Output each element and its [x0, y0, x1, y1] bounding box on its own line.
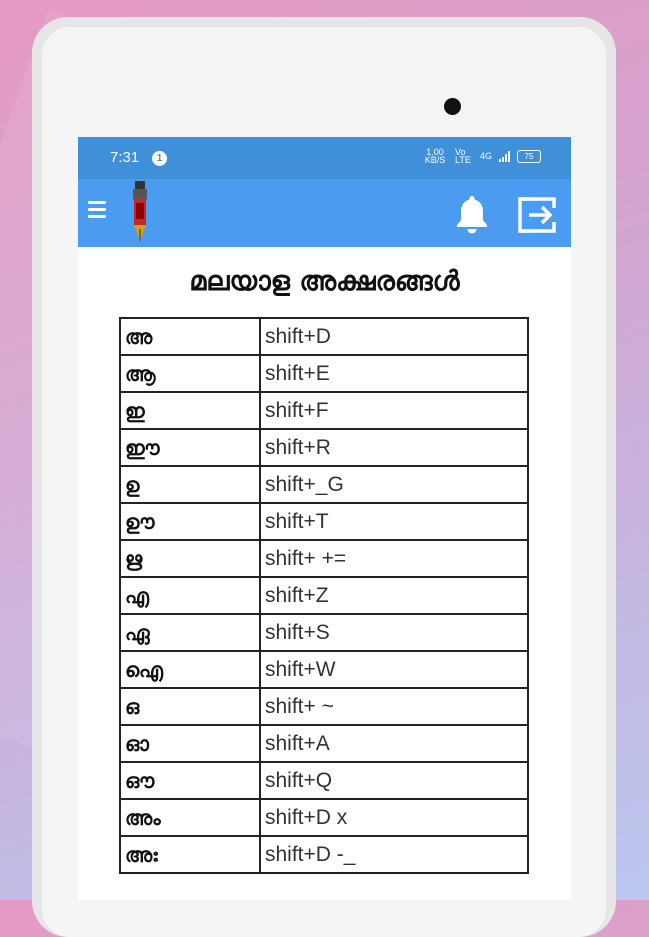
camera-dot: [444, 98, 461, 115]
letter-cell: ഐ: [120, 651, 260, 688]
table-row: [120, 355, 528, 392]
key-combo-cell: shift+D: [260, 318, 528, 355]
letter-cell: ഊ: [120, 503, 260, 540]
table-row: [120, 836, 528, 873]
key-table: [119, 317, 529, 874]
letter-cell: ഓ: [120, 725, 260, 762]
battery-icon: 75: [517, 150, 541, 163]
status-icons: [422, 148, 541, 164]
status-time: 7:31: [110, 149, 140, 166]
net-speed: 1.00 KB/S: [424, 147, 446, 165]
app-bar: [78, 179, 571, 247]
key-combo-cell: shift+ ~: [260, 688, 528, 725]
key-combo-cell: shift+R: [260, 429, 528, 466]
key-combo-cell: shift+D x: [260, 799, 528, 836]
letter-cell: ഋ: [120, 540, 260, 577]
key-combo-cell: shift+F: [260, 392, 528, 429]
table-row: [120, 614, 528, 651]
notification-badge: 1: [152, 151, 167, 166]
table-row: [120, 466, 528, 503]
letter-cell: ഏ: [120, 614, 260, 651]
key-combo-cell: shift+W: [260, 651, 528, 688]
table-row: [120, 540, 528, 577]
table-row: [120, 503, 528, 540]
table-row: [120, 688, 528, 725]
table-row: [120, 725, 528, 762]
table-row: [120, 762, 528, 799]
app-screen: [78, 137, 571, 900]
table-row: [120, 651, 528, 688]
letter-cell: അ: [120, 318, 260, 355]
table-row: [120, 392, 528, 429]
letter-cell: ഔ: [120, 762, 260, 799]
letter-cell: ഇ: [120, 392, 260, 429]
key-combo-cell: shift+S: [260, 614, 528, 651]
network-type: 4G: [479, 151, 492, 161]
key-combo-cell: shift+Q: [260, 762, 528, 799]
key-combo-cell: shift+A: [260, 725, 528, 762]
volte-icon: Vo LTE: [454, 147, 471, 165]
key-combo-cell: shift+D -_: [260, 836, 528, 873]
hamburger-menu-icon[interactable]: [88, 201, 106, 222]
pen-logo: [125, 181, 155, 243]
exit-icon[interactable]: [516, 195, 558, 235]
key-combo-cell: shift+_G: [260, 466, 528, 503]
table-row: [120, 429, 528, 466]
letter-cell: എ: [120, 577, 260, 614]
bell-icon[interactable]: [452, 193, 492, 235]
letter-cell: ഉ: [120, 466, 260, 503]
letter-cell: ആ: [120, 355, 260, 392]
letter-cell: ഒ: [120, 688, 260, 725]
table-row: [120, 577, 528, 614]
table-row: [120, 318, 528, 355]
key-combo-cell: shift+ +=: [260, 540, 528, 577]
letter-cell: അം: [120, 799, 260, 836]
key-combo-cell: shift+Z: [260, 577, 528, 614]
page-title: മലയാള അക്ഷരങ്ങൾ: [189, 266, 460, 297]
letter-cell: അഃ: [120, 836, 260, 873]
key-combo-cell: shift+E: [260, 355, 528, 392]
status-bar: [78, 137, 571, 179]
table-row: [120, 799, 528, 836]
letter-cell: ഈ: [120, 429, 260, 466]
signal-icon: [499, 151, 510, 162]
key-combo-cell: shift+T: [260, 503, 528, 540]
